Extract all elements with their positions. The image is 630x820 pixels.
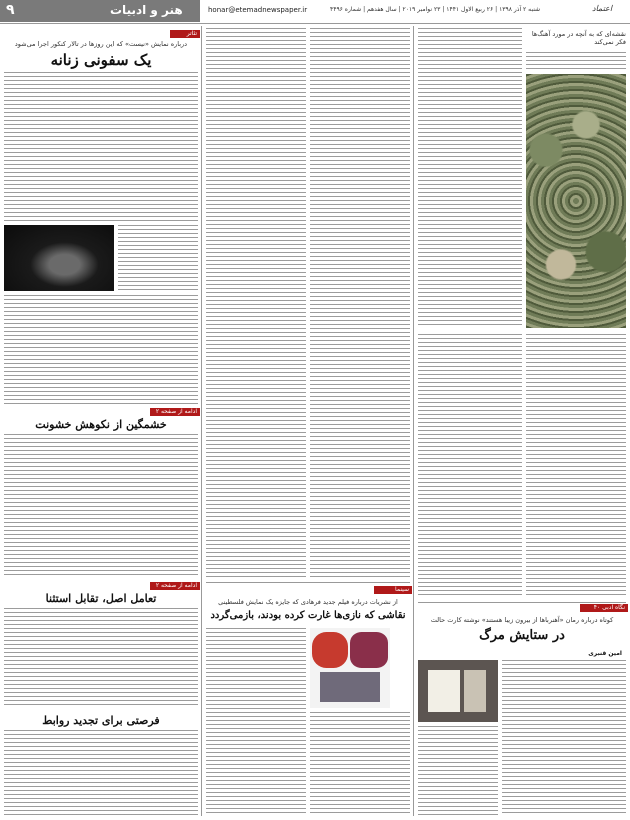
obituary-kicker: نقشه‌ای که به آنچه در مورد آهنگ‌ها فکر نمی‌کند [531, 30, 626, 46]
middle-body-text-a [206, 28, 306, 578]
books-headline: تعامل اصل، تقابل استثنا [45, 592, 157, 605]
right-divider [418, 602, 626, 603]
continue-bar-2: ادامه از صفحه ۲ [150, 582, 200, 590]
theater-body-text-3 [4, 295, 198, 405]
poetry-kicker: کوتاه درباره رمان «آهنرباها از بیرون زیبا هستند» نوشته کارت حالت [430, 616, 614, 624]
moss-texture-photo [526, 74, 626, 328]
cinema-body-text-b [310, 712, 410, 816]
section-header-band [0, 0, 200, 22]
painting-portrait [350, 632, 388, 668]
book-cover-front [428, 670, 460, 712]
right-body-text-c [526, 334, 626, 598]
section-title: هنر و ادبیات [110, 3, 183, 17]
cinema-body-text-a [206, 628, 306, 816]
reform-body-text [4, 730, 198, 816]
cinema-headline: نقاشی که نازی‌ها غارت کرده بودند، بازمی‌گردد [210, 610, 406, 621]
middle-body-text-b [310, 28, 410, 578]
masthead-rule [0, 23, 630, 24]
section-email[interactable]: honar@etemadnewspaper.ir [208, 6, 308, 14]
theater-body-text-2 [118, 225, 198, 291]
continue-bar-1: ادامه از صفحه ۲ [150, 408, 200, 416]
books-body-text [4, 608, 198, 708]
theater-section-bar: تئاتر [170, 30, 200, 38]
theater-stage-photo [4, 225, 114, 291]
cinema-paintings-photo [310, 628, 390, 708]
right-body-text-a [418, 28, 522, 328]
page-number: ۹ [6, 2, 15, 18]
obituary-intro-text [526, 52, 626, 70]
column-rule-1 [201, 26, 202, 816]
poetry-body-text-a [502, 660, 626, 816]
book-cover-photo [418, 660, 498, 722]
theater-headline: یک سفونی زنانه [50, 51, 152, 69]
painting-landscape [320, 672, 380, 702]
cinema-section-bar: سینما [374, 586, 412, 594]
middle-divider [206, 582, 410, 583]
theater-body-text [4, 72, 198, 222]
painting-red-figure [312, 632, 348, 668]
review-body-text [4, 434, 198, 576]
book-cover-back [464, 670, 486, 712]
theater-kicker: درباره نمایش «نیست» که این روزها در تالار کنکور اجرا می‌شود [14, 40, 188, 48]
poetry-headline: در ستایش مرگ [479, 628, 565, 643]
poetry-byline: امین قنبری [588, 650, 622, 657]
cinema-kicker: از نشریات درباره فیلم جدید فرهادی که جایزه یک نمایش فلسطینی [218, 598, 398, 606]
review-headline: خشمگین از نکوهش خشونت [35, 418, 167, 431]
poetry-body-text-b [418, 726, 498, 816]
column-rule-2 [413, 26, 414, 816]
masthead [0, 0, 630, 22]
notes-section-bar: نگاه ادبی ۴۰ [580, 604, 628, 612]
dateline: شنبه ۲ آذر ۱۳۹۸ | ۲۶ ربیع الاول ۱۴۴۱ | ۲۳ نوامبر ۲۰۱۹ | سال هفدهم | شماره ۴۴۹۶ [330, 6, 541, 13]
newspaper-logo: اعتماد [592, 4, 613, 13]
right-body-text-b [418, 334, 522, 598]
reform-headline: فرصتی برای تجدید روابط [42, 714, 160, 727]
